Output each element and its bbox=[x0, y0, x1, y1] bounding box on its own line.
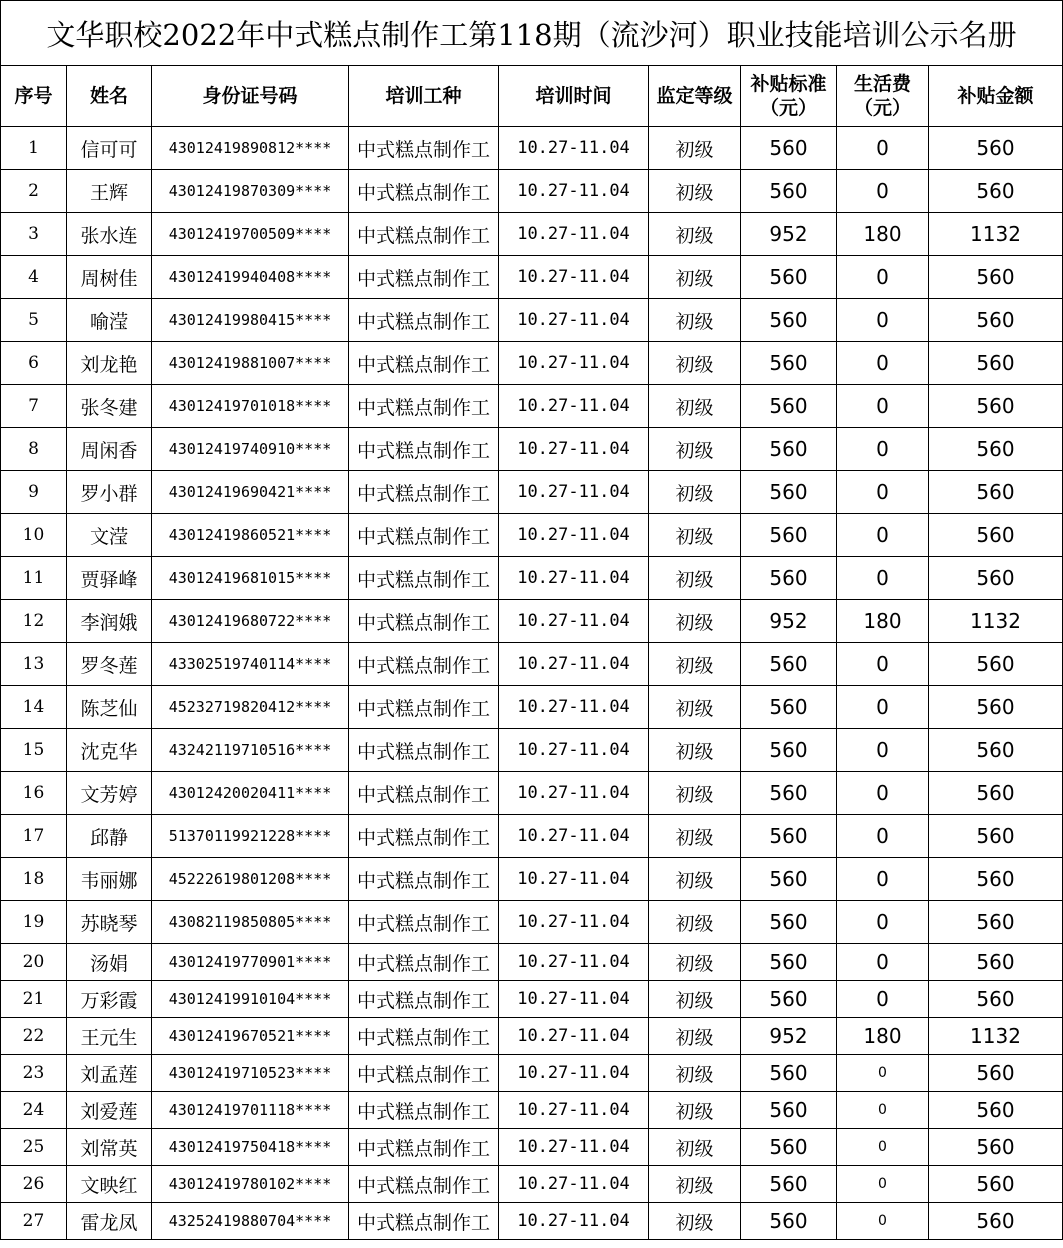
row-trade: 中式糕点制作工 bbox=[349, 1092, 499, 1129]
row-id: 43242119710516**** bbox=[152, 729, 349, 772]
row-living: 0 bbox=[837, 1166, 929, 1203]
row-living: 0 bbox=[837, 729, 929, 772]
table-row bbox=[1, 1018, 1063, 1055]
row-amount: 560 bbox=[929, 981, 1063, 1018]
row-trade: 中式糕点制作工 bbox=[349, 471, 499, 514]
table-row bbox=[1, 557, 1063, 600]
row-name: 王辉 bbox=[67, 170, 152, 213]
row-standard: 560 bbox=[741, 170, 837, 213]
row-standard: 560 bbox=[741, 428, 837, 471]
row-id: 45222619801208**** bbox=[152, 858, 349, 901]
row-id: 43012419881007**** bbox=[152, 342, 349, 385]
row-amount: 1132 bbox=[929, 213, 1063, 256]
row-period: 10.27-11.04 bbox=[499, 213, 649, 256]
row-trade: 中式糕点制作工 bbox=[349, 944, 499, 981]
row-id: 43012419770901**** bbox=[152, 944, 349, 981]
row-id: 43302519740114**** bbox=[152, 643, 349, 686]
row-standard: 560 bbox=[741, 1092, 837, 1129]
row-id: 45232719820412**** bbox=[152, 686, 349, 729]
row-name: 贾驿峰 bbox=[67, 557, 152, 600]
row-level: 初级 bbox=[649, 686, 741, 729]
row-level: 初级 bbox=[649, 772, 741, 815]
row-standard: 560 bbox=[741, 127, 837, 170]
row-standard: 560 bbox=[741, 471, 837, 514]
row-living: 0 bbox=[837, 1055, 929, 1092]
row-name: 刘龙艳 bbox=[67, 342, 152, 385]
row-standard: 560 bbox=[741, 514, 837, 557]
row-level: 初级 bbox=[649, 514, 741, 557]
table-row bbox=[1, 1092, 1063, 1129]
table-row bbox=[1, 686, 1063, 729]
row-seq: 27 bbox=[1, 1203, 67, 1240]
row-trade: 中式糕点制作工 bbox=[349, 299, 499, 342]
row-seq: 25 bbox=[1, 1129, 67, 1166]
row-level: 初级 bbox=[649, 815, 741, 858]
row-trade: 中式糕点制作工 bbox=[349, 729, 499, 772]
row-trade: 中式糕点制作工 bbox=[349, 981, 499, 1018]
header-period: 培训时间 bbox=[499, 66, 649, 127]
row-trade: 中式糕点制作工 bbox=[349, 1018, 499, 1055]
row-level: 初级 bbox=[649, 557, 741, 600]
row-period: 10.27-11.04 bbox=[499, 1018, 649, 1055]
row-trade: 中式糕点制作工 bbox=[349, 858, 499, 901]
row-seq: 23 bbox=[1, 1055, 67, 1092]
row-standard: 560 bbox=[741, 772, 837, 815]
row-seq: 10 bbox=[1, 514, 67, 557]
row-amount: 1132 bbox=[929, 1018, 1063, 1055]
row-id: 43012419681015**** bbox=[152, 557, 349, 600]
row-amount: 560 bbox=[929, 643, 1063, 686]
row-living: 180 bbox=[837, 213, 929, 256]
row-id: 43012419701018**** bbox=[152, 385, 349, 428]
row-seq: 22 bbox=[1, 1018, 67, 1055]
row-trade: 中式糕点制作工 bbox=[349, 1129, 499, 1166]
row-level: 初级 bbox=[649, 1129, 741, 1166]
header-standard: 补贴标准 （元） bbox=[741, 66, 837, 127]
row-name: 刘孟莲 bbox=[67, 1055, 152, 1092]
row-living: 0 bbox=[837, 686, 929, 729]
row-standard: 560 bbox=[741, 1203, 837, 1240]
row-trade: 中式糕点制作工 bbox=[349, 342, 499, 385]
row-trade: 中式糕点制作工 bbox=[349, 213, 499, 256]
row-id: 43012419750418**** bbox=[152, 1129, 349, 1166]
header-id: 身份证号码 bbox=[152, 66, 349, 127]
row-id: 43012419910104**** bbox=[152, 981, 349, 1018]
row-seq: 5 bbox=[1, 299, 67, 342]
row-living: 0 bbox=[837, 815, 929, 858]
header-seq: 序号 bbox=[1, 66, 67, 127]
row-name: 苏晓琴 bbox=[67, 901, 152, 944]
table-body bbox=[1, 127, 1063, 1240]
row-id: 43012419670521**** bbox=[152, 1018, 349, 1055]
row-id: 43012419701118**** bbox=[152, 1092, 349, 1129]
row-seq: 17 bbox=[1, 815, 67, 858]
row-seq: 6 bbox=[1, 342, 67, 385]
row-amount: 560 bbox=[929, 1129, 1063, 1166]
row-trade: 中式糕点制作工 bbox=[349, 815, 499, 858]
row-level: 初级 bbox=[649, 729, 741, 772]
row-name: 陈芝仙 bbox=[67, 686, 152, 729]
table-row bbox=[1, 428, 1063, 471]
table-row bbox=[1, 729, 1063, 772]
row-standard: 560 bbox=[741, 686, 837, 729]
row-seq: 21 bbox=[1, 981, 67, 1018]
row-name: 刘常英 bbox=[67, 1129, 152, 1166]
row-period: 10.27-11.04 bbox=[499, 858, 649, 901]
table-row bbox=[1, 981, 1063, 1018]
row-living: 180 bbox=[837, 600, 929, 643]
row-name: 喻滢 bbox=[67, 299, 152, 342]
row-level: 初级 bbox=[649, 428, 741, 471]
row-id: 43012420020411**** bbox=[152, 772, 349, 815]
row-level: 初级 bbox=[649, 471, 741, 514]
table-row bbox=[1, 170, 1063, 213]
row-name: 文映红 bbox=[67, 1166, 152, 1203]
row-living: 0 bbox=[837, 385, 929, 428]
row-name: 文滢 bbox=[67, 514, 152, 557]
row-amount: 560 bbox=[929, 1092, 1063, 1129]
row-trade: 中式糕点制作工 bbox=[349, 1166, 499, 1203]
row-amount: 560 bbox=[929, 342, 1063, 385]
row-trade: 中式糕点制作工 bbox=[349, 1055, 499, 1092]
row-level: 初级 bbox=[649, 643, 741, 686]
row-amount: 560 bbox=[929, 385, 1063, 428]
row-name: 沈克华 bbox=[67, 729, 152, 772]
row-trade: 中式糕点制作工 bbox=[349, 256, 499, 299]
row-trade: 中式糕点制作工 bbox=[349, 557, 499, 600]
row-amount: 560 bbox=[929, 858, 1063, 901]
row-standard: 560 bbox=[741, 981, 837, 1018]
row-amount: 560 bbox=[929, 686, 1063, 729]
row-period: 10.27-11.04 bbox=[499, 256, 649, 299]
row-id: 43252419880704**** bbox=[152, 1203, 349, 1240]
row-level: 初级 bbox=[649, 127, 741, 170]
row-trade: 中式糕点制作工 bbox=[349, 772, 499, 815]
row-name: 罗冬莲 bbox=[67, 643, 152, 686]
row-living: 0 bbox=[837, 127, 929, 170]
row-period: 10.27-11.04 bbox=[499, 385, 649, 428]
row-period: 10.27-11.04 bbox=[499, 428, 649, 471]
row-amount: 560 bbox=[929, 428, 1063, 471]
row-living: 0 bbox=[837, 514, 929, 557]
row-seq: 12 bbox=[1, 600, 67, 643]
row-living: 0 bbox=[837, 981, 929, 1018]
row-seq: 26 bbox=[1, 1166, 67, 1203]
row-living: 0 bbox=[837, 557, 929, 600]
row-id: 43082119850805**** bbox=[152, 901, 349, 944]
row-period: 10.27-11.04 bbox=[499, 471, 649, 514]
row-seq: 4 bbox=[1, 256, 67, 299]
row-name: 李润娥 bbox=[67, 600, 152, 643]
row-standard: 560 bbox=[741, 858, 837, 901]
table-row bbox=[1, 944, 1063, 981]
table-row bbox=[1, 901, 1063, 944]
header-row bbox=[1, 66, 1063, 127]
row-id: 43012419780102**** bbox=[152, 1166, 349, 1203]
row-id: 43012419740910**** bbox=[152, 428, 349, 471]
row-standard: 952 bbox=[741, 213, 837, 256]
row-period: 10.27-11.04 bbox=[499, 557, 649, 600]
row-amount: 560 bbox=[929, 1166, 1063, 1203]
row-period: 10.27-11.04 bbox=[499, 815, 649, 858]
table-row bbox=[1, 1055, 1063, 1092]
row-seq: 13 bbox=[1, 643, 67, 686]
row-seq: 11 bbox=[1, 557, 67, 600]
row-id: 43012419680722**** bbox=[152, 600, 349, 643]
row-period: 10.27-11.04 bbox=[499, 643, 649, 686]
table-row bbox=[1, 342, 1063, 385]
row-level: 初级 bbox=[649, 213, 741, 256]
header-level: 监定等级 bbox=[649, 66, 741, 127]
table-row bbox=[1, 299, 1063, 342]
table-row bbox=[1, 772, 1063, 815]
row-name: 周闲香 bbox=[67, 428, 152, 471]
row-name: 王元生 bbox=[67, 1018, 152, 1055]
row-living: 0 bbox=[837, 858, 929, 901]
row-level: 初级 bbox=[649, 981, 741, 1018]
row-living: 0 bbox=[837, 299, 929, 342]
row-level: 初级 bbox=[649, 901, 741, 944]
table-row bbox=[1, 127, 1063, 170]
row-period: 10.27-11.04 bbox=[499, 944, 649, 981]
row-standard: 560 bbox=[741, 557, 837, 600]
row-seq: 2 bbox=[1, 170, 67, 213]
row-standard: 560 bbox=[741, 1166, 837, 1203]
table-row bbox=[1, 213, 1063, 256]
row-period: 10.27-11.04 bbox=[499, 1166, 649, 1203]
row-trade: 中式糕点制作工 bbox=[349, 901, 499, 944]
row-period: 10.27-11.04 bbox=[499, 1203, 649, 1240]
row-seq: 14 bbox=[1, 686, 67, 729]
row-period: 10.27-11.04 bbox=[499, 772, 649, 815]
row-amount: 560 bbox=[929, 729, 1063, 772]
row-id: 43012419700509**** bbox=[152, 213, 349, 256]
row-standard: 952 bbox=[741, 600, 837, 643]
table-row bbox=[1, 1129, 1063, 1166]
row-name: 邱静 bbox=[67, 815, 152, 858]
table-row bbox=[1, 643, 1063, 686]
row-level: 初级 bbox=[649, 299, 741, 342]
row-level: 初级 bbox=[649, 342, 741, 385]
row-standard: 560 bbox=[741, 1129, 837, 1166]
row-amount: 560 bbox=[929, 557, 1063, 600]
row-living: 0 bbox=[837, 1203, 929, 1240]
row-level: 初级 bbox=[649, 1092, 741, 1129]
row-id: 43012419980415**** bbox=[152, 299, 349, 342]
row-period: 10.27-11.04 bbox=[499, 1092, 649, 1129]
header-amount: 补贴金额 bbox=[929, 66, 1063, 127]
row-standard: 560 bbox=[741, 299, 837, 342]
table-row bbox=[1, 858, 1063, 901]
row-period: 10.27-11.04 bbox=[499, 1129, 649, 1166]
row-amount: 560 bbox=[929, 901, 1063, 944]
row-living: 0 bbox=[837, 428, 929, 471]
row-living: 0 bbox=[837, 170, 929, 213]
table-row bbox=[1, 1203, 1063, 1240]
row-amount: 560 bbox=[929, 170, 1063, 213]
row-amount: 560 bbox=[929, 471, 1063, 514]
row-living: 180 bbox=[837, 1018, 929, 1055]
row-living: 0 bbox=[837, 944, 929, 981]
row-standard: 952 bbox=[741, 1018, 837, 1055]
row-seq: 24 bbox=[1, 1092, 67, 1129]
row-level: 初级 bbox=[649, 600, 741, 643]
row-level: 初级 bbox=[649, 385, 741, 428]
row-name: 罗小群 bbox=[67, 471, 152, 514]
row-amount: 560 bbox=[929, 772, 1063, 815]
row-standard: 560 bbox=[741, 385, 837, 428]
row-trade: 中式糕点制作工 bbox=[349, 1203, 499, 1240]
row-amount: 560 bbox=[929, 1203, 1063, 1240]
row-seq: 15 bbox=[1, 729, 67, 772]
row-trade: 中式糕点制作工 bbox=[349, 428, 499, 471]
row-id: 43012419870309**** bbox=[152, 170, 349, 213]
row-seq: 8 bbox=[1, 428, 67, 471]
table-row bbox=[1, 471, 1063, 514]
row-period: 10.27-11.04 bbox=[499, 1055, 649, 1092]
row-level: 初级 bbox=[649, 1018, 741, 1055]
row-id: 43012419690421**** bbox=[152, 471, 349, 514]
row-living: 0 bbox=[837, 901, 929, 944]
row-amount: 560 bbox=[929, 944, 1063, 981]
row-name: 信可可 bbox=[67, 127, 152, 170]
row-seq: 7 bbox=[1, 385, 67, 428]
row-level: 初级 bbox=[649, 1166, 741, 1203]
row-amount: 560 bbox=[929, 1055, 1063, 1092]
row-id: 51370119921228**** bbox=[152, 815, 349, 858]
row-period: 10.27-11.04 bbox=[499, 299, 649, 342]
row-period: 10.27-11.04 bbox=[499, 600, 649, 643]
row-seq: 20 bbox=[1, 944, 67, 981]
table-row bbox=[1, 600, 1063, 643]
row-name: 雷龙凤 bbox=[67, 1203, 152, 1240]
row-name: 文芳婷 bbox=[67, 772, 152, 815]
row-trade: 中式糕点制作工 bbox=[349, 514, 499, 557]
header-name: 姓名 bbox=[67, 66, 152, 127]
row-level: 初级 bbox=[649, 170, 741, 213]
row-level: 初级 bbox=[649, 858, 741, 901]
row-standard: 560 bbox=[741, 901, 837, 944]
row-standard: 560 bbox=[741, 1055, 837, 1092]
row-trade: 中式糕点制作工 bbox=[349, 643, 499, 686]
row-name: 张冬建 bbox=[67, 385, 152, 428]
row-seq: 19 bbox=[1, 901, 67, 944]
row-id: 43012419710523**** bbox=[152, 1055, 349, 1092]
row-id: 43012419940408**** bbox=[152, 256, 349, 299]
row-seq: 16 bbox=[1, 772, 67, 815]
header-living: 生活费 （元） bbox=[837, 66, 929, 127]
row-living: 0 bbox=[837, 471, 929, 514]
table-row bbox=[1, 256, 1063, 299]
row-amount: 560 bbox=[929, 127, 1063, 170]
row-amount: 560 bbox=[929, 514, 1063, 557]
row-seq: 1 bbox=[1, 127, 67, 170]
row-period: 10.27-11.04 bbox=[499, 170, 649, 213]
row-level: 初级 bbox=[649, 1055, 741, 1092]
table-row bbox=[1, 385, 1063, 428]
row-period: 10.27-11.04 bbox=[499, 342, 649, 385]
row-period: 10.27-11.04 bbox=[499, 901, 649, 944]
row-id: 43012419890812**** bbox=[152, 127, 349, 170]
row-trade: 中式糕点制作工 bbox=[349, 600, 499, 643]
row-level: 初级 bbox=[649, 256, 741, 299]
table-row bbox=[1, 815, 1063, 858]
row-trade: 中式糕点制作工 bbox=[349, 170, 499, 213]
row-name: 刘爱莲 bbox=[67, 1092, 152, 1129]
row-amount: 1132 bbox=[929, 600, 1063, 643]
row-standard: 560 bbox=[741, 815, 837, 858]
row-living: 0 bbox=[837, 342, 929, 385]
row-name: 万彩霞 bbox=[67, 981, 152, 1018]
row-period: 10.27-11.04 bbox=[499, 127, 649, 170]
row-standard: 560 bbox=[741, 342, 837, 385]
row-trade: 中式糕点制作工 bbox=[349, 385, 499, 428]
row-name: 汤娟 bbox=[67, 944, 152, 981]
row-name: 张水连 bbox=[67, 213, 152, 256]
row-seq: 18 bbox=[1, 858, 67, 901]
page-title: 文华职校2022年中式糕点制作工第118期（流沙河）职业技能培训公示名册 bbox=[1, 1, 1063, 66]
row-amount: 560 bbox=[929, 299, 1063, 342]
row-trade: 中式糕点制作工 bbox=[349, 686, 499, 729]
row-name: 韦丽娜 bbox=[67, 858, 152, 901]
row-living: 0 bbox=[837, 256, 929, 299]
row-level: 初级 bbox=[649, 944, 741, 981]
table-row bbox=[1, 1166, 1063, 1203]
row-period: 10.27-11.04 bbox=[499, 686, 649, 729]
row-period: 10.27-11.04 bbox=[499, 981, 649, 1018]
row-standard: 560 bbox=[741, 729, 837, 772]
row-standard: 560 bbox=[741, 643, 837, 686]
row-amount: 560 bbox=[929, 256, 1063, 299]
row-amount: 560 bbox=[929, 815, 1063, 858]
row-name: 周树佳 bbox=[67, 256, 152, 299]
row-living: 0 bbox=[837, 1129, 929, 1166]
row-seq: 3 bbox=[1, 213, 67, 256]
header-trade: 培训工种 bbox=[349, 66, 499, 127]
row-id: 43012419860521**** bbox=[152, 514, 349, 557]
row-trade: 中式糕点制作工 bbox=[349, 127, 499, 170]
row-level: 初级 bbox=[649, 1203, 741, 1240]
row-seq: 9 bbox=[1, 471, 67, 514]
row-living: 0 bbox=[837, 643, 929, 686]
row-living: 0 bbox=[837, 772, 929, 815]
row-standard: 560 bbox=[741, 944, 837, 981]
table-row bbox=[1, 514, 1063, 557]
row-standard: 560 bbox=[741, 256, 837, 299]
row-living: 0 bbox=[837, 1092, 929, 1129]
row-period: 10.27-11.04 bbox=[499, 514, 649, 557]
row-period: 10.27-11.04 bbox=[499, 729, 649, 772]
